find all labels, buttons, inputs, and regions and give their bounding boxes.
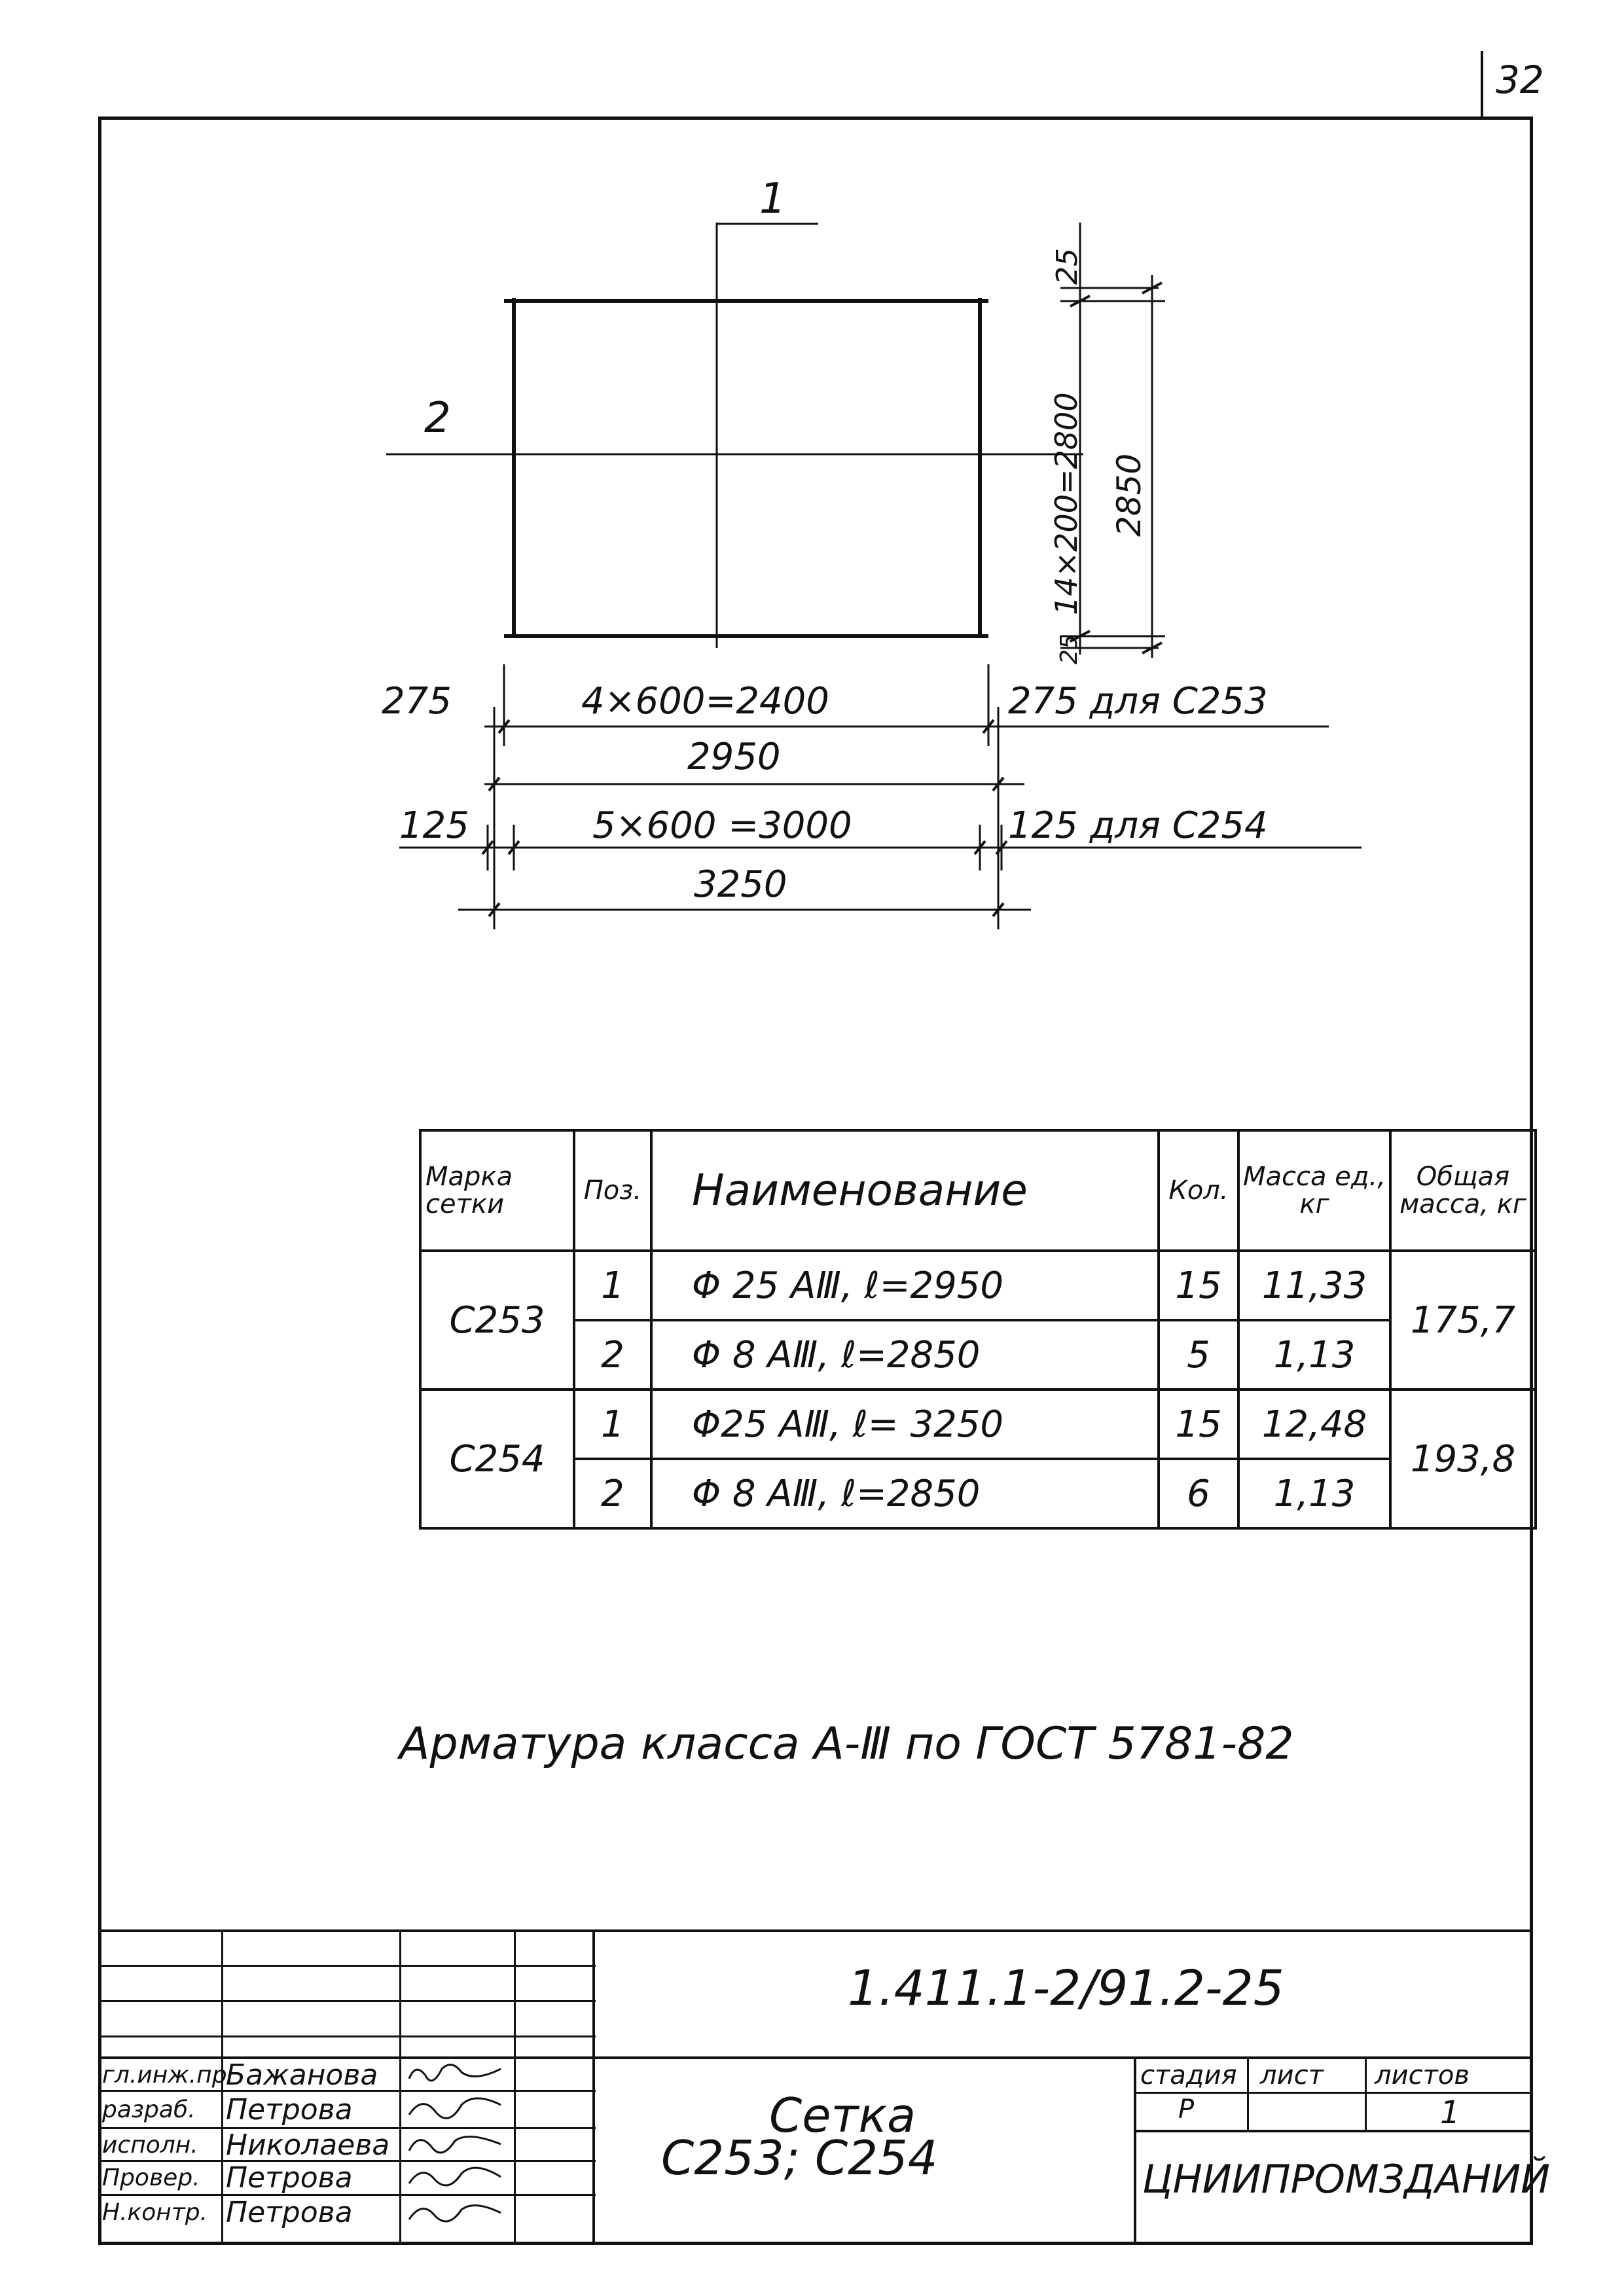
mesh-drawing [0, 0, 1624, 982]
stage-label: стадия [1140, 2060, 1237, 2090]
pos: 2 [574, 1459, 651, 1528]
unit-mass: 11,33 [1238, 1251, 1390, 1320]
sign-name: Бажанова [226, 2058, 378, 2092]
unit-mass: 1,13 [1238, 1320, 1390, 1390]
page-number: 32 [1496, 58, 1544, 102]
pos: 1 [574, 1390, 651, 1459]
table-row [420, 1390, 1536, 1459]
total-mass-c253: 175,7 [1390, 1251, 1536, 1390]
c253-spacing: 4×600=2400 [581, 680, 829, 723]
col-header-name: Наименование [651, 1130, 1159, 1251]
sheet-label: лист [1260, 2060, 1324, 2090]
title-line-2: С253; С254 [661, 2130, 938, 2185]
c253-right-overhang: 275 для С253 [1008, 680, 1268, 723]
organization: ЦНИИПРОМЗДАНИЙ [1142, 2157, 1551, 2202]
doc-code: 1.411.1-2/91.2-25 [848, 1960, 1284, 2017]
table-row [420, 1320, 1536, 1390]
table-row [420, 1251, 1536, 1320]
sign-role: гл.инж.пр [102, 2062, 227, 2089]
sign-role: Провер. [102, 2164, 200, 2191]
qty: 15 [1159, 1251, 1238, 1320]
signature-scribbles [403, 2059, 514, 2245]
item-name: Φ 25 АⅢ, ℓ=2950 [651, 1251, 1159, 1320]
sign-name: Петрова [226, 2196, 353, 2229]
col-header-mark: Марка сетки [420, 1130, 574, 1251]
dim-top-edge: 25 [1051, 248, 1084, 285]
spec-table [419, 1129, 1537, 1530]
sign-role: исполн. [102, 2132, 198, 2159]
reinforcement-note: Арматура класса А-Ⅲ по ГОСТ 5781-82 [399, 1718, 1294, 1770]
dim-bottom-edge: 25 [1056, 634, 1083, 664]
sign-name: Николаева [226, 2128, 390, 2162]
col-header-qty: Кол. [1159, 1130, 1238, 1251]
mark-c254: С254 [420, 1390, 574, 1528]
c253-total: 2950 [687, 736, 781, 778]
c253-left-overhang: 275 [382, 680, 452, 723]
qty: 6 [1159, 1459, 1238, 1528]
col-header-pos: Поз. [574, 1130, 651, 1251]
c254-right-overhang: 125 для С254 [1008, 804, 1268, 847]
bar-1-label: 1 [759, 175, 786, 223]
qty: 15 [1159, 1390, 1238, 1459]
col-header-unit-mass: Масса ед., кг [1238, 1130, 1390, 1251]
unit-mass: 12,48 [1238, 1390, 1390, 1459]
c254-spacing: 5×600 =3000 [592, 804, 852, 847]
table-row [420, 1459, 1536, 1528]
item-name: Φ25 АⅢ, ℓ= 3250 [651, 1390, 1159, 1459]
dim-vertical-spacing: 14×200=2800 [1049, 392, 1084, 615]
title-line-1: Сетка [769, 2088, 916, 2143]
c254-left-overhang: 125 [399, 804, 469, 847]
spec-header-row [420, 1130, 1536, 1251]
col-header-total-mass: Общая масса, кг [1390, 1130, 1536, 1251]
dim-vertical-total: 2850 [1110, 453, 1148, 537]
item-name: Φ 8 АⅢ, ℓ=2850 [651, 1320, 1159, 1390]
sign-name: Петрова [226, 2093, 353, 2126]
unit-mass: 1,13 [1238, 1459, 1390, 1528]
sign-role: Н.контр. [102, 2199, 208, 2226]
sheets-value: 1 [1440, 2094, 1460, 2131]
sheets-label: листов [1375, 2060, 1470, 2090]
c254-total: 3250 [694, 863, 787, 906]
sign-name: Петрова [226, 2161, 353, 2195]
pos: 1 [574, 1251, 651, 1320]
mark-c253: С253 [420, 1251, 574, 1390]
sign-role: разраб. [102, 2096, 196, 2123]
item-name: Φ 8 АⅢ, ℓ=2850 [651, 1459, 1159, 1528]
qty: 5 [1159, 1320, 1238, 1390]
stage-value: Р [1178, 2094, 1195, 2125]
bar-2-label: 2 [424, 394, 451, 442]
pos: 2 [574, 1320, 651, 1390]
total-mass-c254: 193,8 [1390, 1390, 1536, 1528]
